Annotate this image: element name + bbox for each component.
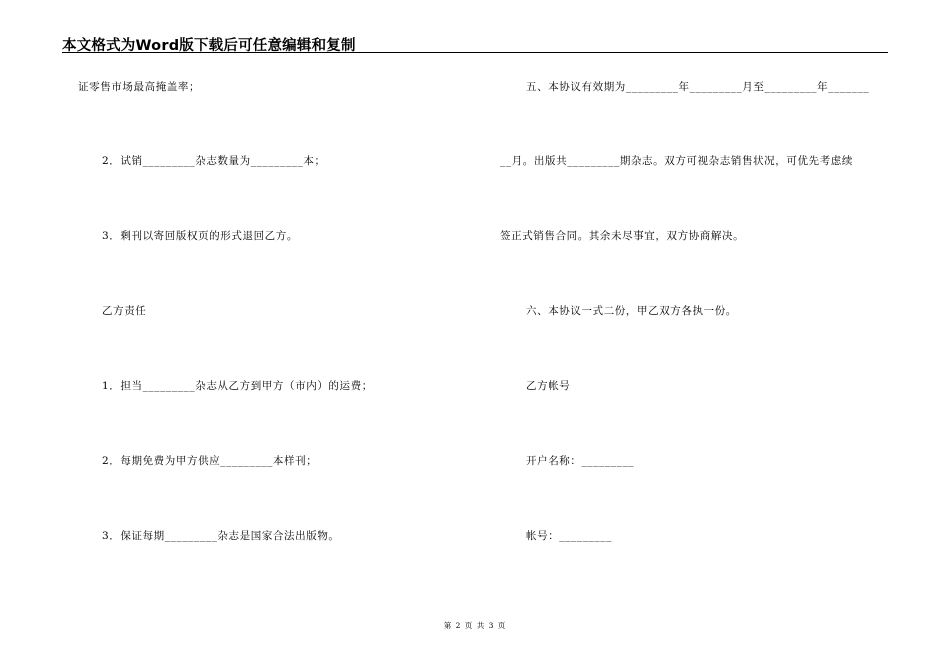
account-heading: 乙方帐号 <box>526 380 571 392</box>
page-number: 第 2 页 共 3 页 <box>443 621 507 630</box>
left-line-3: 3．剩刊以寄回版权页的形式退回乙方。 <box>102 230 298 242</box>
header-title: 本文格式为Word版下载后可任意编辑和复制 <box>62 38 356 54</box>
right-line-4: 六、本协议一式二份，甲乙双方各执一份。 <box>526 305 737 317</box>
left-line-5: 1．担当_________杂志从乙方到甲方（市内）的运费； <box>102 380 373 392</box>
right-line-2: __月。出版共_________期杂志。双方可视杂志销售状况，可优先考虑续 <box>500 155 853 167</box>
header-divider <box>62 52 888 53</box>
section-heading-party-b: 乙方责任 <box>102 305 147 317</box>
left-line-6: 2．每期免费为甲方供应_________本样刊； <box>102 455 318 467</box>
account-number-field: 帐号：_________ <box>526 530 612 542</box>
right-line-3: 签正式销售合同。其余未尽事宜，双方协商解决。 <box>500 230 745 242</box>
account-name-field: 开户名称：_________ <box>526 455 635 467</box>
left-line-2: 2．试销_________杂志数量为_________本； <box>102 155 326 167</box>
left-line-1: 证零售市场最高掩盖率； <box>78 81 201 93</box>
right-line-1: 五、本协议有效期为_________年_________月至_________年_______ <box>526 81 870 93</box>
left-line-7: 3．保证每期_________杂志是国家合法出版物。 <box>102 530 340 542</box>
